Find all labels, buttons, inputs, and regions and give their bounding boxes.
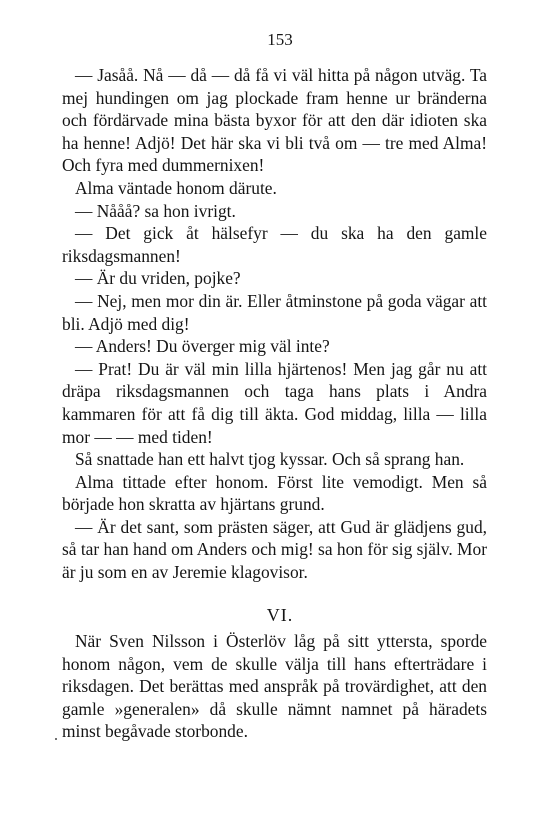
paragraph: — Anders! Du överger mig väl inte? — [75, 336, 330, 357]
paragraph: Alma tittade efter honom. Först lite vemodigt. Men så började hon skratta av hjärtans grund. — [62, 471, 487, 515]
paragraph: — Är du vriden, pojke? — [75, 268, 241, 289]
paragraph: — Det gick åt hälsefyr — du ska ha den gamle riksdagsmannen! — [62, 223, 487, 266]
paragraph: När Sven Nilsson i Österlöv låg på sitt yttersta, sporde honom någon, vem de skulle välja till hans efterträdare i riksdagen. Det berättas med anspråk på trovärdighet, att den gamle »generalen» då skulle nämnt namnet på häradets minst begåvade storbonde. — [62, 631, 487, 742]
paragraph: — Är det sant, som prästen säger, att Gud är glädjens gud, så tar han hand om Anders och mig! sa hon för sig själv. Mor är ju som en av Jeremie klagovisor. — [62, 516, 487, 583]
paragraph: — Nååå? sa hon ivrigt. — [75, 200, 236, 221]
paragraph: — Jasåå. Nå — då — då få vi väl hitta på någon utväg. Ta mej hundingen om jag plockade fram henne ur bränderna och fördärvade mina bästa byxor för att den där idioten ska ha henne! Adjö! Det här ska vi bli två om — tre med Alma! Och fyra med dummernixen! — [62, 65, 487, 176]
paragraph: — Prat! Du är väl min lilla hjärtenos! Men jag går nu att dräpa riksdagsmannen och taga hans plats i Andra kammaren för att få dig till äkta. God middag, lilla — lilla mor — — med tiden! — [62, 358, 487, 447]
paragraph: Alma väntade honom därute. — [75, 177, 277, 198]
chapter-text — [62, 64, 487, 584]
print-speck — [55, 738, 57, 740]
section-heading: VI. — [266, 605, 294, 625]
page-number: 153 — [267, 30, 293, 49]
section-text — [62, 630, 487, 743]
paragraph: — Nej, men mor din är. Eller åtminstone på goda vägar att bli. Adjö med dig! — [62, 290, 487, 334]
paragraph: Så snattade han ett halvt tjog kyssar. Och så sprang han. — [75, 449, 465, 470]
